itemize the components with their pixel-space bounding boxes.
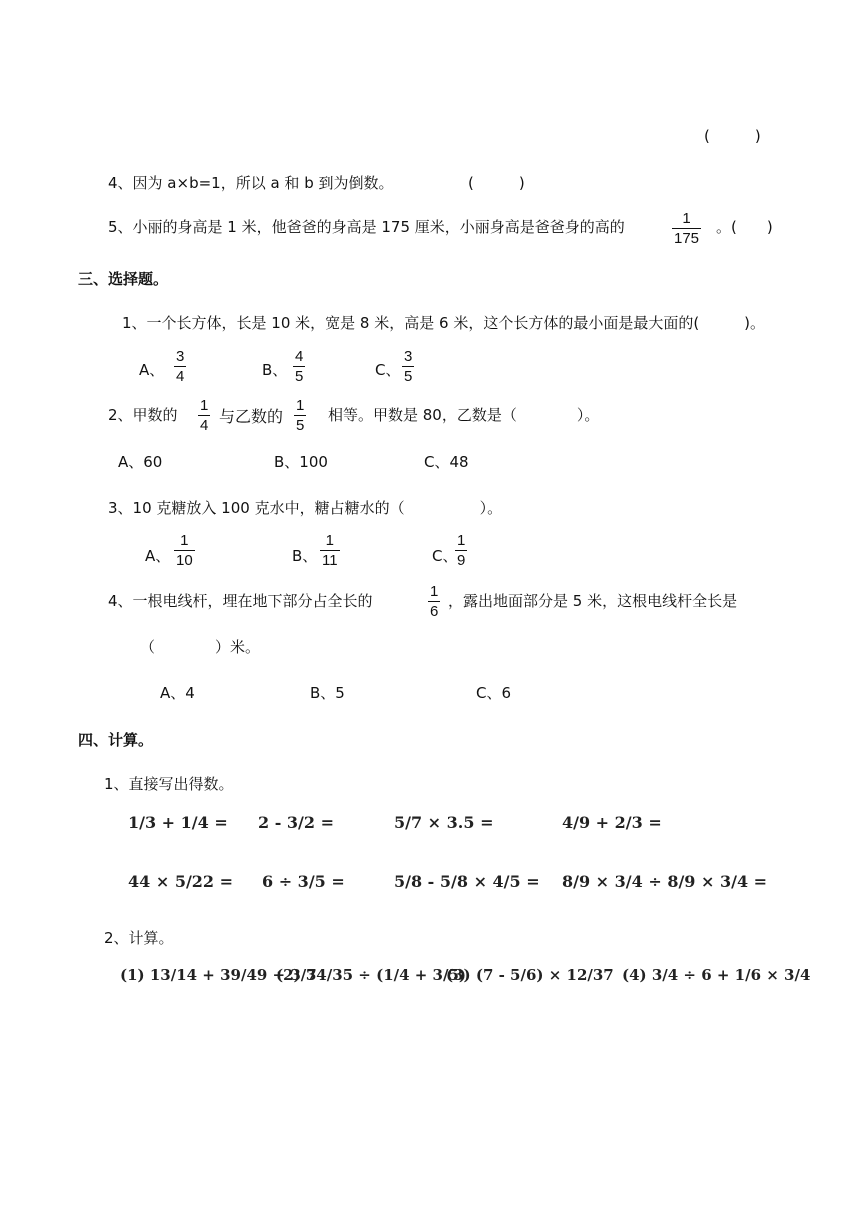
- judge-q5-paren: 。( ): [716, 218, 773, 236]
- question-text: ，露出地面部分是 5 米，这根电线杆全长是: [448, 592, 738, 610]
- expression: 44 × 5/22 =: [128, 872, 234, 891]
- option-label: C、: [375, 361, 401, 379]
- option-label: C、: [432, 547, 458, 565]
- question-text: 相等。甲数是 80，乙数是（ ）。: [328, 406, 600, 424]
- option-label: B、: [292, 547, 318, 565]
- fraction: $\frac{3}{5}$: [404, 348, 413, 385]
- choice-question-1: 1、一个长方体，长是 10 米，宽是 8 米，高是 6 米，这个长方体的最小面是最大面的( )。: [122, 314, 766, 332]
- option: B、100: [274, 453, 328, 471]
- option-label: A、: [145, 547, 171, 565]
- expression: (1) 13/14 + 39/49 ÷ 3/7: [120, 966, 317, 984]
- option: B、5: [310, 684, 345, 702]
- judge-question-4: 4、因为 a×b=1，所以 a 和 b 到为倒数。: [108, 174, 394, 192]
- fraction: $\frac{1}{5}$: [296, 397, 305, 434]
- option: A、4: [160, 684, 195, 702]
- expression: 5/8 - 5/8 × 4/5 =: [394, 872, 540, 891]
- question-text: 与乙数的: [219, 407, 284, 426]
- fraction: $\frac{4}{5}$: [295, 348, 304, 385]
- section-heading: 三、选择题。: [78, 270, 169, 288]
- option: C、6: [476, 684, 512, 702]
- expression: (4) 3/4 ÷ 6 + 1/6 × 3/4: [622, 966, 811, 984]
- judge-q4-paren: ( ): [468, 174, 525, 192]
- sub-heading: 1、直接写出得数。: [104, 775, 234, 793]
- option-label: B、: [262, 361, 288, 379]
- expression: (3) (7 - 5/6) × 12/37: [446, 966, 614, 984]
- fraction: $\frac{1}{6}$: [430, 583, 439, 620]
- choice-question-4: 4、一根电线杆，埋在地下部分占全长的: [108, 592, 373, 610]
- q3-answer-paren: ( ): [704, 127, 761, 145]
- expression: (2) 34/35 ÷ (1/4 + 3/5): [276, 966, 467, 984]
- expression: 8/9 × 3/4 ÷ 8/9 × 3/4 =: [562, 872, 768, 891]
- option: A、60: [118, 453, 163, 471]
- expression: 6 ÷ 3/5 =: [262, 872, 345, 891]
- choice-question-2: 2、甲数的: [108, 406, 178, 424]
- fraction: $\frac{1}{11}$: [322, 532, 338, 569]
- section-heading: 四、计算。: [78, 731, 154, 749]
- fraction: $\frac{3}{4}$: [176, 348, 185, 385]
- fraction: $\frac{1}{10}$: [176, 532, 193, 569]
- option: C、48: [424, 453, 469, 471]
- question-text: （ ）米。: [140, 638, 261, 656]
- judge-question-5: 5、小丽的身高是 1 米，他爸爸的身高是 175 厘米，小丽身高是爸爸身的高的: [108, 218, 625, 236]
- fraction: $\frac{1}{4}$: [200, 397, 209, 434]
- fraction: $\frac{1}{175}$: [674, 210, 700, 247]
- expression: 4/9 + 2/3 =: [562, 813, 662, 832]
- expression: 5/7 × 3.5 =: [394, 813, 494, 832]
- fraction: $\frac{1}{9}$: [457, 532, 466, 569]
- expression: 2 - 3/2 =: [258, 813, 334, 832]
- choice-question-3: 3、10 克糖放入 100 克水中，糖占糖水的（ ）。: [108, 499, 503, 517]
- sub-heading: 2、计算。: [104, 929, 174, 947]
- expression: 1/3 + 1/4 =: [128, 813, 228, 832]
- option-label: A、: [139, 361, 165, 379]
